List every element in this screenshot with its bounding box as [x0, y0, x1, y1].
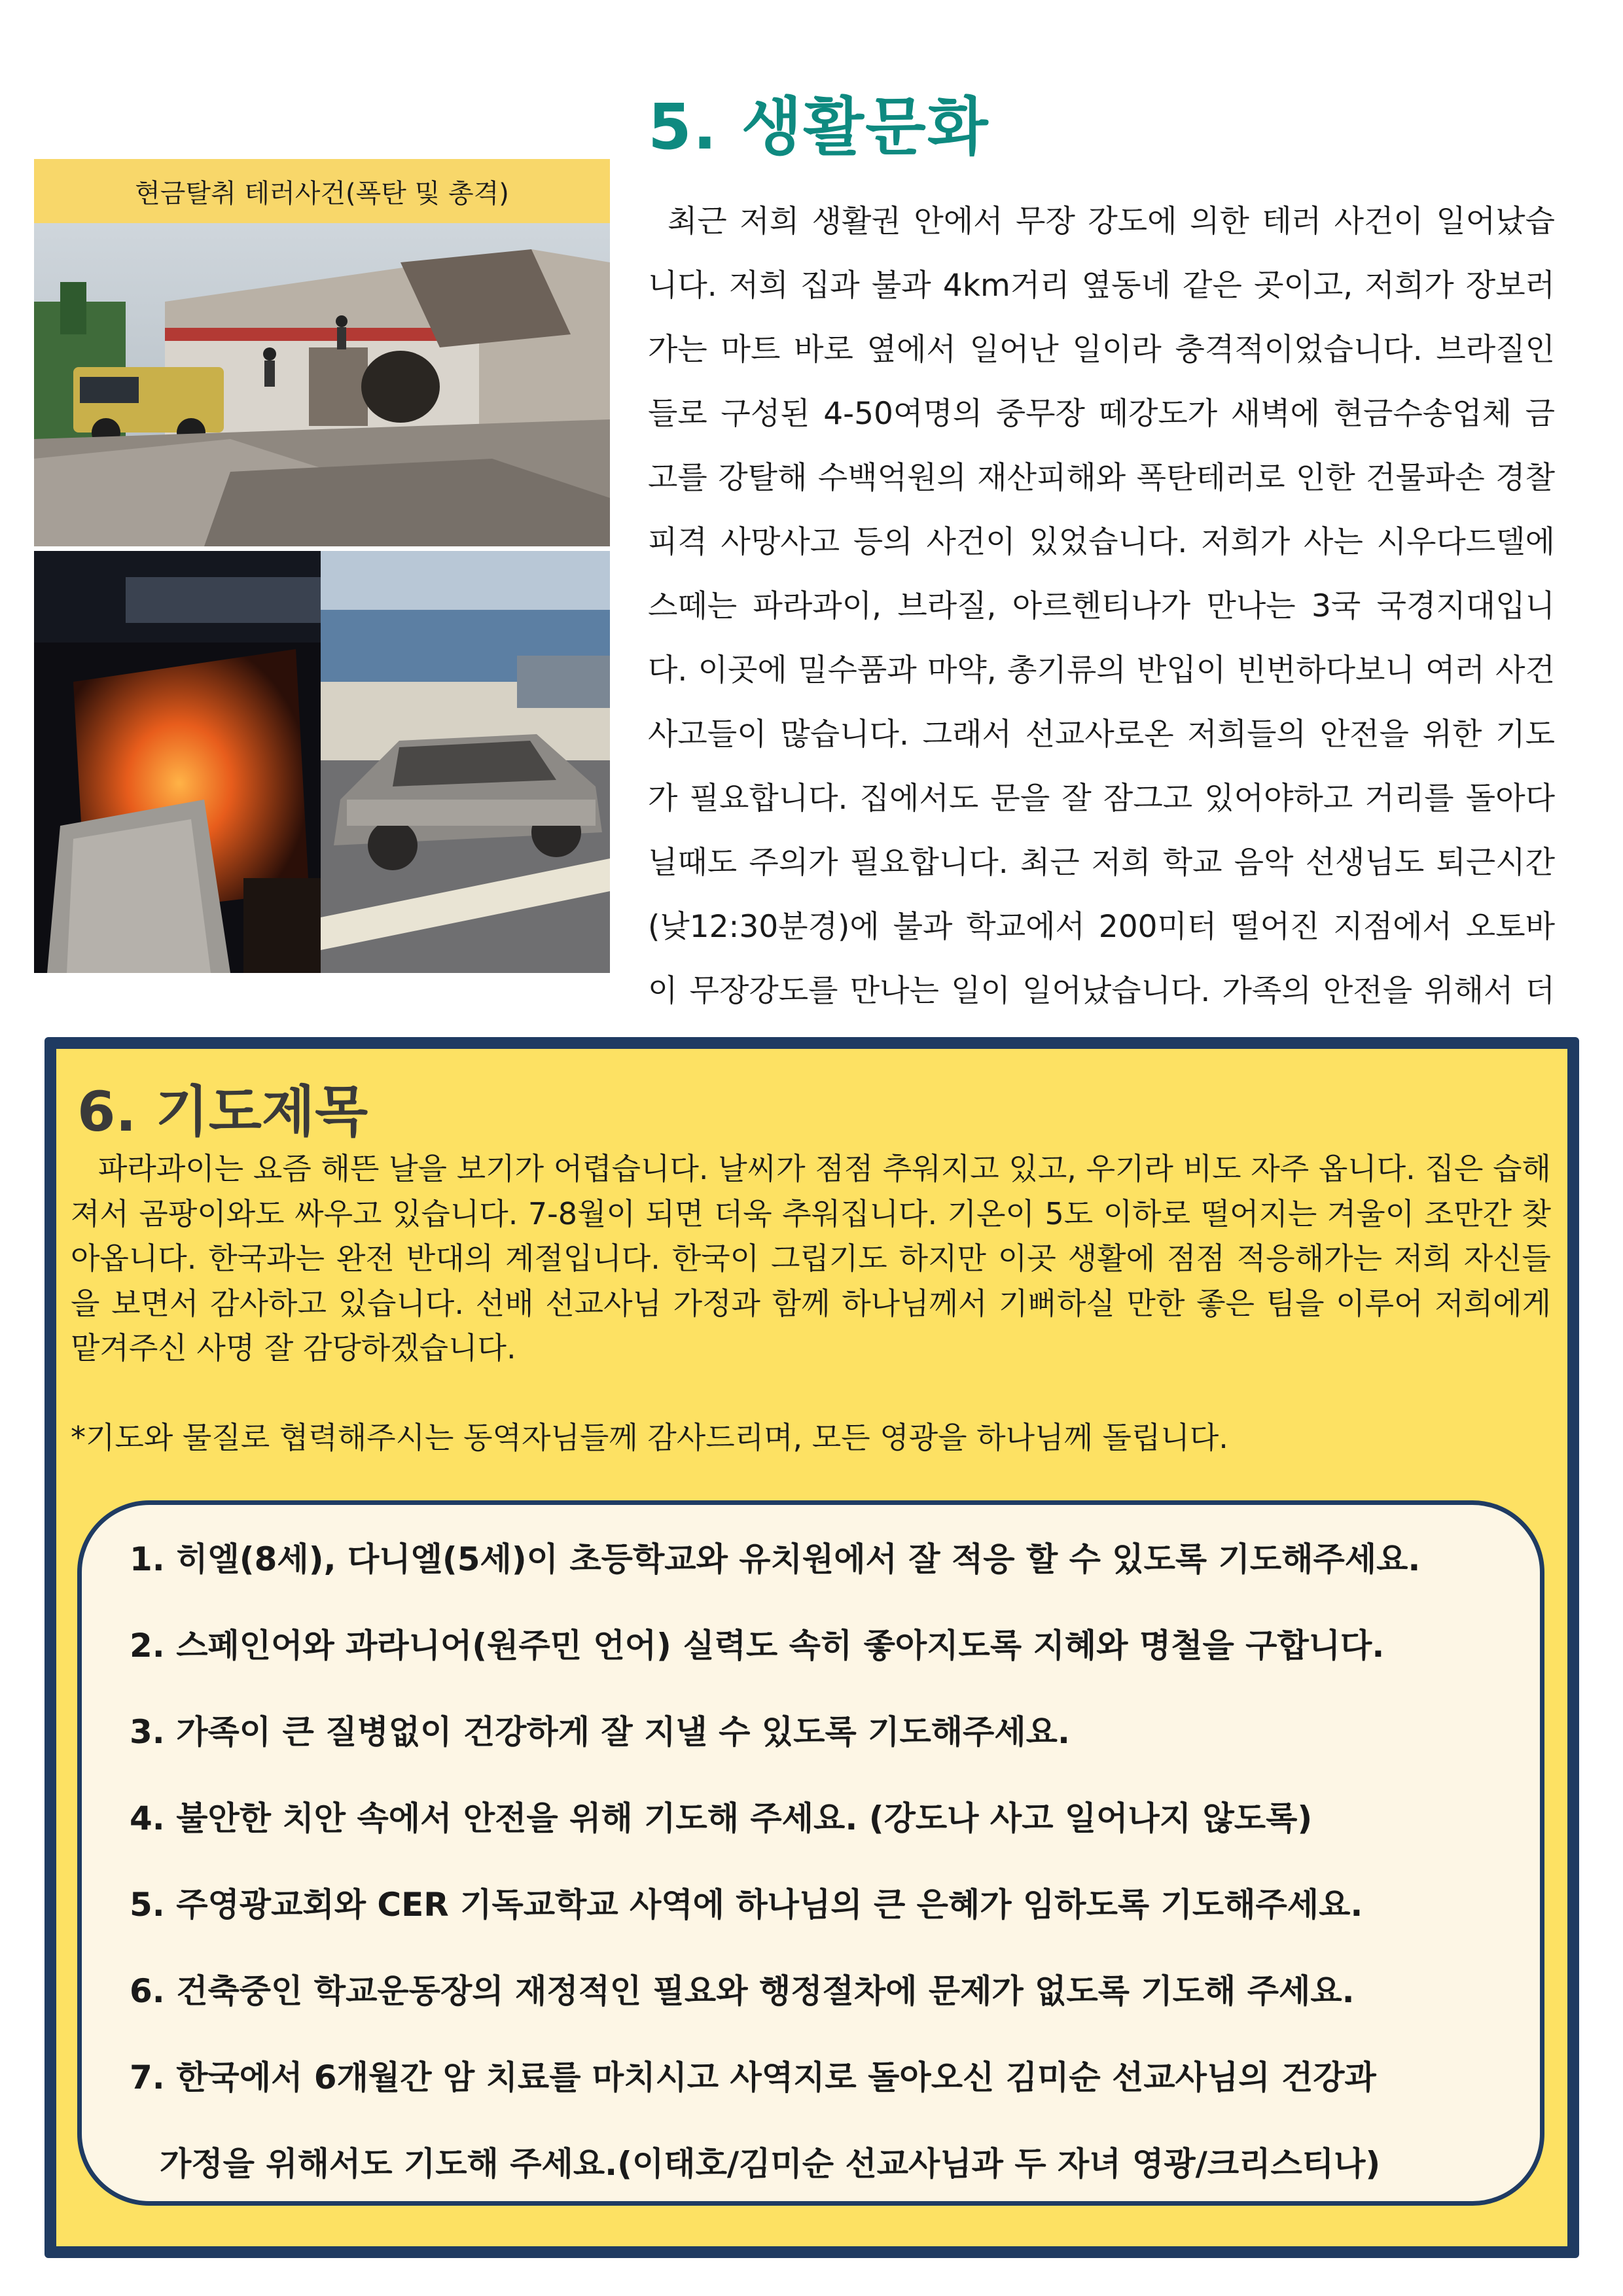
prayer-item-4: 4. 불안한 치안 속에서 안전을 위해 기도해 주세요. (강도나 사고 일어나지 않도록)	[130, 1799, 1313, 1837]
prayer-item-2: 2. 스페인어와 과라니어(원주민 언어) 실력도 속히 좋아지도록 지혜와 명철을 구합니다.	[130, 1627, 1385, 1665]
prayer-item-7: 7. 한국에서 6개월간 암 치료를 마치시고 사역지로 돌아오신 김미순 선교사님의 건강과	[130, 2058, 1376, 2096]
section5-title: 5. 생활문화	[648, 90, 990, 164]
prayer-item-1: 1. 히엘(8세), 다니엘(5세)이 초등학교와 유치원에서 잘 적응 할 수 있도록 기도해주세요.	[130, 1540, 1421, 1578]
photo-burned-car	[321, 551, 610, 973]
photo-bombed-building	[34, 223, 610, 546]
section6-body: 파라과이는 요즘 해뜬 날을 보기가 어렵습니다. 날씨가 점점 추워지고 있고, 우기라 비도 자주 옵니다. 집은 습해져서 곰팡이와도 싸우고 있습니다. 7-8월이 되면 더욱 추워집니다. 기온이 5도 이하로 떨어지는 겨울이 조만간 찾아옵니다. 한국과는 완전 반대의 계절입니다. 한국이 그립기도 하지만 이곳 생활에 점점 적응해가는 저희 자신들을 보면서 감사하고 있습니다. 선배 선교사님 가정과 함께 하나님께서 기뻐하실 만한 좋은 팀을 이루어 저희에게 맡겨주신 사명 잘 감당하겠습니다.	[71, 1151, 1551, 1366]
section5-body: 최근 저희 생활권 안에서 무장 강도에 의한 테러 사건이 일어났습니다. 저희 집과 불과 4km거리 옆동네 같은 곳이고, 저희가 장보러가는 마트 바로 옆에서 일어난 일이라 충격적이었습니다. 브라질인들로 구성된 4-50여명의 중무장 떼강도가 새벽에 현금수송업체 금고를 강탈해 수백억원의 재산피해와 폭탄테러로 인한 건물파손 경찰피격 사망사고 등의 사건이 있었습니다. 저희가 사는 시우다드델에스떼는 파라과이, 브라질, 아르헨티나가 만나는 3국 국경지대입니다. 이곳에 밀수품과 마약, 총기류의 반입이 빈번하다보니 여러 사건 사고들이 많습니다. 그래서 선교사로온 저희들의 안전을 위한 기도가 필요합니다. 집에서도 문을 잘 잠그고 있어야하고 거리를 돌아다닐때도 주의가 필요합니다. 최근 저희 학교 음악 선생님도 퇴근시간(낮12:30분경)에 불과 학교에서 200미터 떨어진 지점에서 오토바이 무장강도를 만나는 일이 일어났습니다. 가족의 안전을 위해서 더	[648, 203, 1555, 1009]
photo-caption: 현금탈취 테러사건(폭탄 및 총격)	[34, 159, 610, 223]
prayer-item-5: 5. 주영광교회와 CER 기독교학교 사역에 하나님의 큰 은혜가 임하도록 기도해주세요.	[130, 1886, 1363, 1924]
photo-burning-vehicle-night	[34, 551, 321, 973]
prayer-item-3: 3. 가족이 큰 질병없이 건강하게 잘 지낼 수 있도록 기도해주세요.	[130, 1713, 1070, 1751]
prayer-item-6: 6. 건축중인 학교운동장의 재정적인 필요와 행정절차에 문제가 없도록 기도해 주세요.	[130, 1972, 1355, 2010]
thanks-note: *기도와 물질로 협력해주시는 동역자님들께 감사드리며, 모든 영광을 하나님께 돌립니다.	[71, 1420, 1228, 1455]
prayer-item-7-continued: 가정을 위해서도 기도해 주세요.(이태호/김미순 선교사님과 두 자녀 영광/크리스티나)	[160, 2145, 1381, 2183]
section6-title: 6. 기도제목	[77, 1080, 368, 1144]
prayer-list	[130, 1540, 1537, 2231]
